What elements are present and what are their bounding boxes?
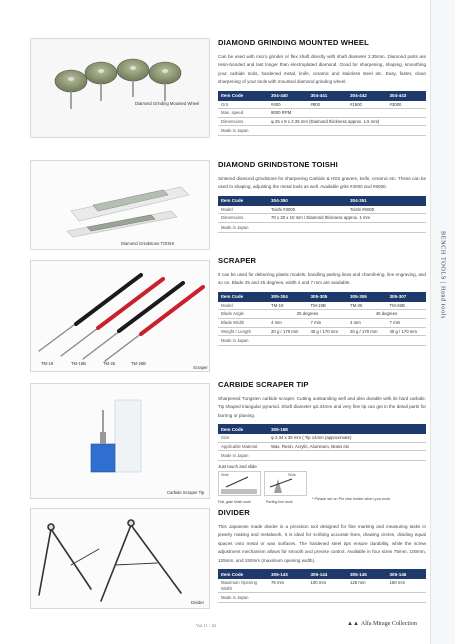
table-row: Max. speed 9000 RPM [218, 109, 426, 118]
section-title: DIAMOND GRINDING MOUNTED WHEEL [218, 38, 369, 47]
photo-diamond-wheel [30, 38, 210, 138]
photo-caption: Scraper [193, 365, 208, 370]
photo-scraper [30, 260, 210, 372]
scraper-label: TM-26 [103, 361, 116, 366]
photo-caption: Diamond Grindstone TOISHI [121, 241, 175, 246]
page-number: Vol.11 / 42 [196, 623, 217, 628]
origin-note: Made in Japan [218, 223, 426, 233]
table-row: Maximum Opening Width 75 mm 100 mm 125 mm 150 mm [218, 579, 426, 593]
table-row: Dimensions 70 x 20 x 10 mm / Diamond thickness approx. 1 mm [218, 214, 426, 223]
usage-diagram [218, 464, 426, 506]
table-row: Model TM-19 TM-19B TM-26 TM-26B [218, 302, 426, 310]
photo-caption: Divider [191, 600, 205, 605]
scraper-label: TM-26B [131, 361, 146, 366]
origin-note: Made in Japan [218, 336, 426, 346]
diagram-footnote: * Please set on Pin vise holder when you work. [312, 497, 391, 502]
scraper-label: TM-19 [41, 361, 54, 366]
spec-table: Item Code 304-350 304-351 Model Toishi #3000 Toishi #6000 Dimensions 70 x 20 x 10 mm / Diamond thickness approx. 1 mm [218, 196, 426, 223]
scraper-label: TM-19B [71, 361, 86, 366]
table-row: Size φ 2.34 x 39 mm ( Tip 14mm (approximate) [218, 434, 426, 442]
brand-logo-icon: ▲▲ [347, 621, 359, 627]
table-row: Grit #400 #800 #1500 #3000 [218, 101, 426, 109]
table-row: Dimensions φ 25 x 8 x 2.35 mm (Diamond thickness approx. 1.5 mm) [218, 117, 426, 126]
slide-tag: Slide [288, 473, 296, 478]
spec-table: Item Code 305-143 305-144 305-145 305-146 Maximum Opening Width 75 mm 100 mm 125 mm 150 mm [218, 569, 426, 593]
section-description: It can be used for deburring plastic models, handling parting lines and chamfering, line engraving, and so on. Blade 25 and 45 degrees, width 4 and 7 mm are available. [218, 272, 426, 286]
diagram-caption-right: Parting line work [266, 500, 293, 505]
origin-note: Made in Japan [218, 126, 426, 136]
section-grindstone [218, 160, 426, 233]
side-category-tab[interactable]: BENCH TOOLS | Hand tools [439, 231, 446, 319]
photo-caption: Carbide Scraper Tip [167, 490, 205, 495]
section-carbide-tip [218, 380, 426, 506]
table-row: Weight / Length 20 g / 170 mm 40 g / 170 mm 20 g / 170 mm 40 g / 170 mm [218, 327, 426, 336]
origin-note: Made in Japan [218, 451, 426, 461]
table-row: Blade Width 4 mm 7 mm 4 mm 7 mm [218, 319, 426, 328]
section-description: Sintered diamond grindstone for sharpening Carbide & HSS gravers, knife, ceramic etc. These can be used to shaping, adjusting the metal tools as well. Available grits #3000 and #6000. [218, 176, 426, 190]
section-title: DIVIDER [218, 508, 250, 517]
section-title: CARBIDE SCRAPER TIP [218, 380, 309, 389]
diagram-title: Just touch and slide [218, 464, 257, 470]
table-row: Model Toishi #3000 Toishi #6000 [218, 206, 426, 214]
table-row: Blade Angle 25 degrees 45 degrees [218, 310, 426, 319]
section-diamond-wheel [218, 38, 426, 136]
spec-table: Item Code 305-198 Size φ 2.34 x 39 mm ( Tip 14mm (approximate) Applicable Material Wax, Resin, Acrylic, Aluminum, Brass etc [218, 424, 426, 451]
brand-name: Alfa Mirage Collection [360, 621, 417, 627]
section-description: Can be used with micro grinder or flex shaft directly with shaft diameter 2.35mm. Diamond parts are resin-bonded and last longer than electroplated diamond. Good for sharpening, shaping, smoothing your carbide tools, hardened metal, knife, ceramic and stainless steel etc. Easy, faster, clean sharpening of your tools with mounted diamond grinding wheel. [218, 54, 426, 85]
section-scraper [218, 256, 426, 346]
section-title: DIAMOND GRINDSTONE TOISHI [218, 160, 338, 169]
spec-table: Item Code 304-440 304-441 304-442 304-443 Grit #400 #800 #1500 #3000 Max. speed 9000 RPM Dimensions φ 25 x 8 x 2.35 mm (Diamond thickness approx. 1.5 mm) [218, 91, 426, 127]
photo-carbide-tip [30, 383, 210, 499]
diagram-caption-left: Flat, gate finish work [218, 500, 251, 505]
photo-caption: Diamond Grinding Mounted Wheel [135, 101, 200, 106]
table-row: Applicable Material Wax, Resin, Acrylic, Aluminum, Brass etc [218, 442, 426, 451]
section-description: This Japanese made divider is a precision tool designed for fine marking and measuring tasks in jewelry making and metalwork. It is ideal for scribing accurate lines, drawing circles, dividing equal spaces onto metal or wax surfaces. The hardened steel tips ensure durability, while the screw adjustment mechanism allows for smooth and precise control. Available in four sizes 75mm, 100mm, 125mm, and 150mm (maximum opening width). [218, 524, 426, 563]
section-divider [218, 508, 426, 603]
brand-footer [347, 621, 417, 627]
photo-grindstone [30, 160, 210, 250]
photo-divider [30, 508, 210, 609]
section-description: Sharpened Tungsten carbide scraper. Cutting outstanding well and also durable with its hard carbide. Tip shaped triangular pyramid. Shaft diameter φ2.34mm and very fine tip can get in the detail parts for burring or planing. [218, 396, 426, 418]
section-title: SCRAPER [218, 256, 257, 265]
usage-diagram-art [218, 471, 308, 499]
slide-tag: Slide [221, 473, 229, 478]
origin-note: Made in Japan [218, 593, 426, 603]
spec-table: Item Code 305-304 305-305 305-306 305-307 Model TM-19 TM-19B TM-26 TM-26B Blade Angle 25 degrees 45 degrees Blade Width 4 mm 7 mm 4 mm 7 mm Weight / Length 20 g / 170 mm 40 g / 170 mm 20 g / 170 mm 40 g / 170 mm [218, 292, 426, 336]
